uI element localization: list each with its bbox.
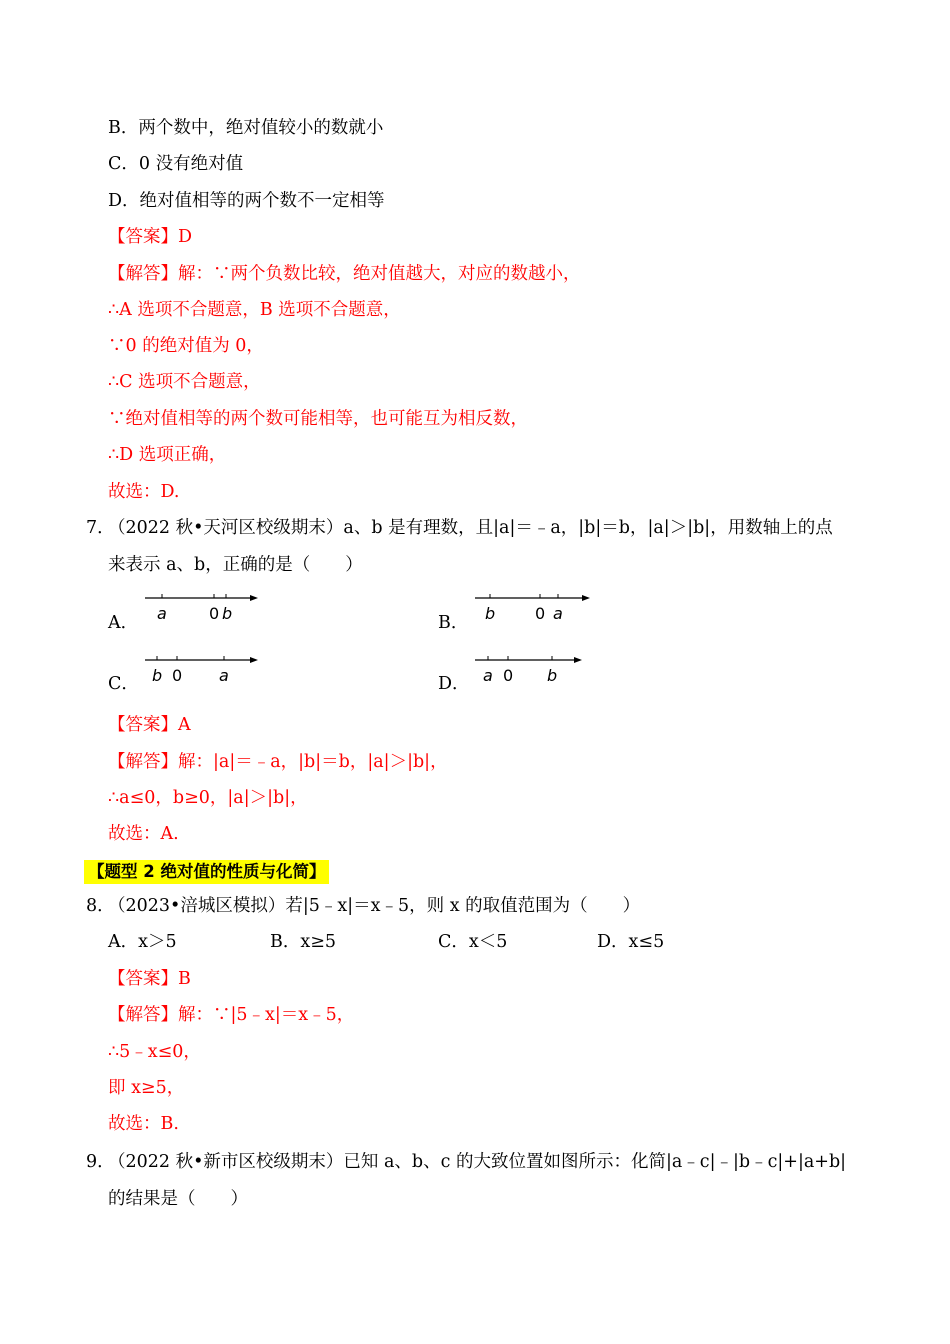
q9-stem-line-2: 的结果是（ ） <box>108 1189 248 1209</box>
q9-stem-line-1: （2022 秋•新市区校级期末）已知 a、b、c 的大致位置如图所示：化简|a﹣c|﹣|b﹣c|+|a+b| <box>108 1152 847 1172</box>
q7-option-d-number-line <box>472 652 597 688</box>
q7-c-label-a: a <box>219 666 229 685</box>
q6-solution-line-3: ∵0 的绝对值为 0， <box>108 336 264 356</box>
q7-option-a-number-line <box>142 590 262 626</box>
q7-b-label-b: b <box>485 604 496 623</box>
q7-a-label-a: a <box>157 604 167 623</box>
q6-solution-line-2: ∴A 选项不合题意，B 选项不合题意， <box>108 300 401 320</box>
q7-b-label-a: a <box>553 604 563 623</box>
q6-option-d: D．绝对值相等的两个数不一定相等 <box>108 191 385 211</box>
section-heading: 【题型 2 绝对值的性质与化简】 <box>84 860 329 884</box>
q8-option-d: D．x≤5 <box>597 932 665 952</box>
q7-stem-line-2: 来表示 a、b，正确的是（ ） <box>108 555 363 575</box>
q7-option-a-label: A． <box>108 613 139 633</box>
q7-solution-line-3: 故选：A. <box>108 824 179 844</box>
q8-option-b: B．x≥5 <box>270 932 337 952</box>
q7-stem-line-1: （2022 秋•天河区校级期末）a、b 是有理数，且|a|＝﹣a，|b|＝b，|a|＞|b|，用数轴上的点 <box>108 518 833 538</box>
q8-option-a: A．x＞5 <box>108 932 177 952</box>
q7-answer: 【答案】A <box>108 715 191 735</box>
q7-option-c-label: C． <box>108 674 139 694</box>
q6-solution-line-4: ∴C 选项不合题意， <box>108 372 261 392</box>
q6-solution-line-1: 【解答】解：∵两个负数比较，绝对值越大，对应的数越小， <box>108 264 581 284</box>
q7-solution-line-2: ∴a≤0，b≥0，|a|＞|b|， <box>108 788 308 808</box>
q7-a-label-b: b <box>222 604 233 623</box>
q7-b-label-0: 0 <box>535 604 546 623</box>
q8-solution-line-2: ∴5﹣x≤0， <box>108 1042 201 1062</box>
q7-number: 7． <box>86 518 115 538</box>
q8-option-c: C．x＜5 <box>438 932 508 952</box>
q7-option-b-number-line <box>472 590 597 626</box>
q7-c-label-b: b <box>152 666 163 685</box>
q6-solution-line-5: ∵绝对值相等的两个数可能相等，也可能互为相反数， <box>108 409 528 429</box>
q7-option-b-label: B． <box>438 613 469 633</box>
q7-a-label-0: 0 <box>209 604 220 623</box>
q7-d-label-a: a <box>483 666 493 685</box>
q8-answer: 【答案】B <box>108 969 191 989</box>
q7-option-d-label: D． <box>438 674 470 694</box>
q6-option-c: C．0 没有绝对值 <box>108 154 244 174</box>
q8-solution-line-4: 故选：B. <box>108 1114 179 1134</box>
q7-c-label-0: 0 <box>172 666 183 685</box>
q7-solution-line-1: 【解答】解：|a|＝﹣a，|b|＝b，|a|＞|b|， <box>108 752 448 772</box>
q6-answer: 【答案】D <box>108 227 193 247</box>
q8-stem: （2023•涪城区模拟）若|5﹣x|＝x﹣5，则 x 的取值范围为（ ） <box>108 896 641 916</box>
q8-solution-line-1: 【解答】解：∵|5﹣x|＝x﹣5， <box>108 1005 355 1025</box>
q7-d-label-b: b <box>547 666 558 685</box>
q8-number: 8． <box>86 896 115 916</box>
q9-number: 9． <box>86 1152 115 1172</box>
q7-d-label-0: 0 <box>503 666 514 685</box>
q7-option-c-number-line <box>142 652 267 688</box>
q8-solution-line-3: 即 x≥5， <box>108 1078 185 1098</box>
q6-solution-line-6: ∴D 选项正确， <box>108 445 227 465</box>
q6-option-b: B．两个数中，绝对值较小的数就小 <box>108 118 384 138</box>
q6-solution-line-7: 故选：D. <box>108 482 180 502</box>
